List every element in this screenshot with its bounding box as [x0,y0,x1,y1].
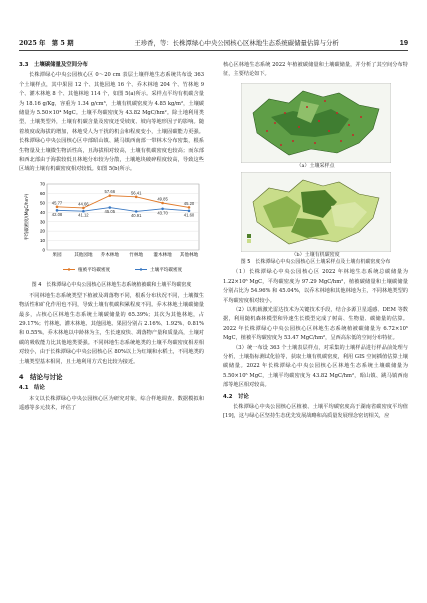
x-tick-label: 竹林地 [129,252,144,258]
paragraph: 长株潭绿心中央公园核心区植被、土壤平均碳密度高于湖南省碳密度平均值[19]，这与绿心区坚持生态优先发展战略和高质量发展理念密切相关，应 [223,404,408,420]
left-column [19,61,204,414]
x-tick-label: 其他林地 [179,252,199,258]
figure-5-caption: 图 5 长株潭绿心中央公园核心区土壤采样点及土壤有机碳密度分布 [240,258,391,265]
x-tick-label: 其他园地 [74,252,93,258]
paragraph: 不同林地生态系统类型下植被及凋落物不同，根系分布状况不同，土壤微生物活性和矿化作用也不同，导致土壤有机碳积累程度不同。乔木林地土壤碳储量最多，占核心区林地生态系统土壤碳储量的 65.39%；其次为其他林地，占 29.17%；竹林地、灌木林地、其他园地、果园分别占 2.16%、1.92%、0.81% 和 0.55%。乔木林地以中龄林为主，生长速度快、凋落物产量和质量高，土壤对碳的吸收能力比其他地类要强。不同林地生态系统地类的土壤平均碳密度相差相对较小，由于长株潭绿心中央公园核心区 80%以上为红壤和水稻土，不同地类的土壤类型基本相同，且土地利用方式也比较为接近。 [19,292,204,365]
running-title: 王珍香，等：长株潭绿心中央公园核心区林地生态系统碳储量估算与分析 [134,38,339,47]
paragraph: （3）统一布设 363 个土壤表层样点，对采集的土壤样品进行样品前处理与分析，土壤指标测试化验等，获取土壤有机碳密度，利用 GIS 空间插值估算土壤碳储量。2022 年长株潭绿心中央公园核心区林地生态系统土壤碳储量为 5.50×10⁵ MgC，土壤平均碳密度为 43.82 MgC/hm²，昭山镇、跳马镇西南部等地区相对较高。 [223,344,408,389]
data-point [188,206,191,209]
figure-4 [19,178,204,290]
paragraph: （1）长株潭绿心中央公园核心区 2022 年林地生态系统总碳储量为 1.22×10⁶ MgC，平均碳密度为 97.29 MgC/hm²，植被碳储量和土壤碳储量分别占比为 54.96% 和 45.04%，以乔木林地和其他林地为主，不同林地类型的平均碳密度相对较小。 [223,269,408,304]
y-axis-label: 平均碳密度/(MgC/hm²) [25,193,30,241]
data-point [135,195,138,198]
legend-marker [140,268,142,270]
data-label: 40.91 [130,212,142,218]
data-label: 45.77 [51,200,63,206]
legend-label: 植被平均碳密度 [78,267,111,273]
data-label: 43.70 [157,210,168,216]
y-tick-label: 20 [39,228,45,234]
series-line [57,196,189,208]
right-column [223,61,408,422]
data-label: 49.85 [157,196,168,202]
y-tick-label: 50 [39,200,45,206]
x-tick-label: 灌木林地 [153,252,172,258]
section-heading-4: 4 结论与讨论 [19,373,63,382]
running-header [19,36,408,51]
map-a-label: （a）土壤采样点 [296,162,335,169]
map-b-label: （b）土壤有机碳密度 [291,251,340,258]
data-label: 41.12 [78,212,89,218]
data-point [161,202,164,205]
soil-sample-map [241,83,391,163]
issue-label: 2025 年 第 5 期 [19,38,74,47]
data-label: 44.66 [78,201,89,207]
section-heading-4-2: 4.2 讨论 [223,393,249,400]
data-label: 45.05 [104,208,116,214]
figure-5 [223,83,408,267]
page-number: 19 [399,37,408,47]
figure-4-caption: 图 4 长株潭绿心中央公园核心区林地生态系统植被碳和土壤平均碳密度 [31,282,192,289]
data-point [109,194,112,197]
paragraph: 长株潭绿心中央公园核心区 0～20 cm 表层土壤样地生态系统共布设 363 个土壤样点，其中果园 12 个、其他园地 16 个、乔木林地 204 个、竹林地 9 个、灌木林地 8 个、其他林地 114 个，如图 5(a)所示。采样点平均有机碳含量为 18.16 g/Kg，容重为 1.34 g/cm³，土壤有机碳密度为 4.85 kg/m²，土壤碳储量为 5.50×10⁴ MgC。土壤平均碳密度为 43.82 MgC/hm²。除土地利用类型，土壤类型外，土壤有机碳含量及密度还受坡度、坡向等地形因子的影响。随着坡度或海拔的增加，林地受人为干扰的机会和程度变小，土壤固碳能力更强。长株潭绿心中央公园核心区中部昭山镇、跳马镇西南部一带林木分布密集，根系生物量及土壤微生物活性高，且海拔相对较高，土壤有机碳密度也较高；而东部和西北部由于海拔较低且林地分布较为分散，土壤地块破碎程度较高，导致这些区域的土壤有机碳密度相对较低。如图 5(b)所示。 [19,72,204,173]
data-point [82,206,85,209]
soil-carbon-density-map [241,172,391,252]
plot-area [47,184,199,250]
paragraph: 本文以长株潭绿心中央公园核心区为研究对象，综合样地调查、数据模拟和遥感等多元技术，评估了 [19,395,204,412]
data-label: 56.41 [130,190,142,196]
series-line [57,207,189,211]
legend-marker [68,268,70,270]
data-label: 42.08 [51,211,63,217]
data-point [56,205,59,208]
paragraph: 核心区林地生态系统 2022 年植被碳储量和土壤碳储量，并分析了其空间分布特征，主要结论如下。 [223,62,408,78]
data-label: 57.66 [104,189,116,195]
legend-label: 土壤平均碳密度 [150,267,183,273]
paragraph: （2）以机载激光雷达技术为关键技术手段，结合多源卫星遥感、DEM 等数据，利用随机森林模型和异速生长模型完成了树高、生物量、碳储量的估算。2022 年长株潭绿心中央公园核心区林地生态系统植被碳储量为 6.72×10⁵ MgC，植被平均碳密度为 53.47 MgC/hm²，呈西高东低的空间分布特征。 [223,306,408,342]
y-tick-label: 40 [39,209,45,215]
y-tick-label: 10 [39,238,45,244]
y-tick-label: 30 [39,219,45,225]
data-label: 45.20 [183,200,195,206]
x-tick-label: 乔木林地 [100,252,119,258]
x-tick-label: 果园 [52,252,62,258]
y-tick-label: 0 [42,247,45,253]
line-chart [19,178,204,278]
section-heading-4-1: 4.1 结论 [19,385,45,392]
y-tick-label: 70 [39,181,45,187]
y-tick-label: 60 [39,190,45,196]
section-heading-3-3: 3.3 土壤碳储量及空间分布 [19,62,88,68]
data-label: 41.60 [183,212,195,218]
